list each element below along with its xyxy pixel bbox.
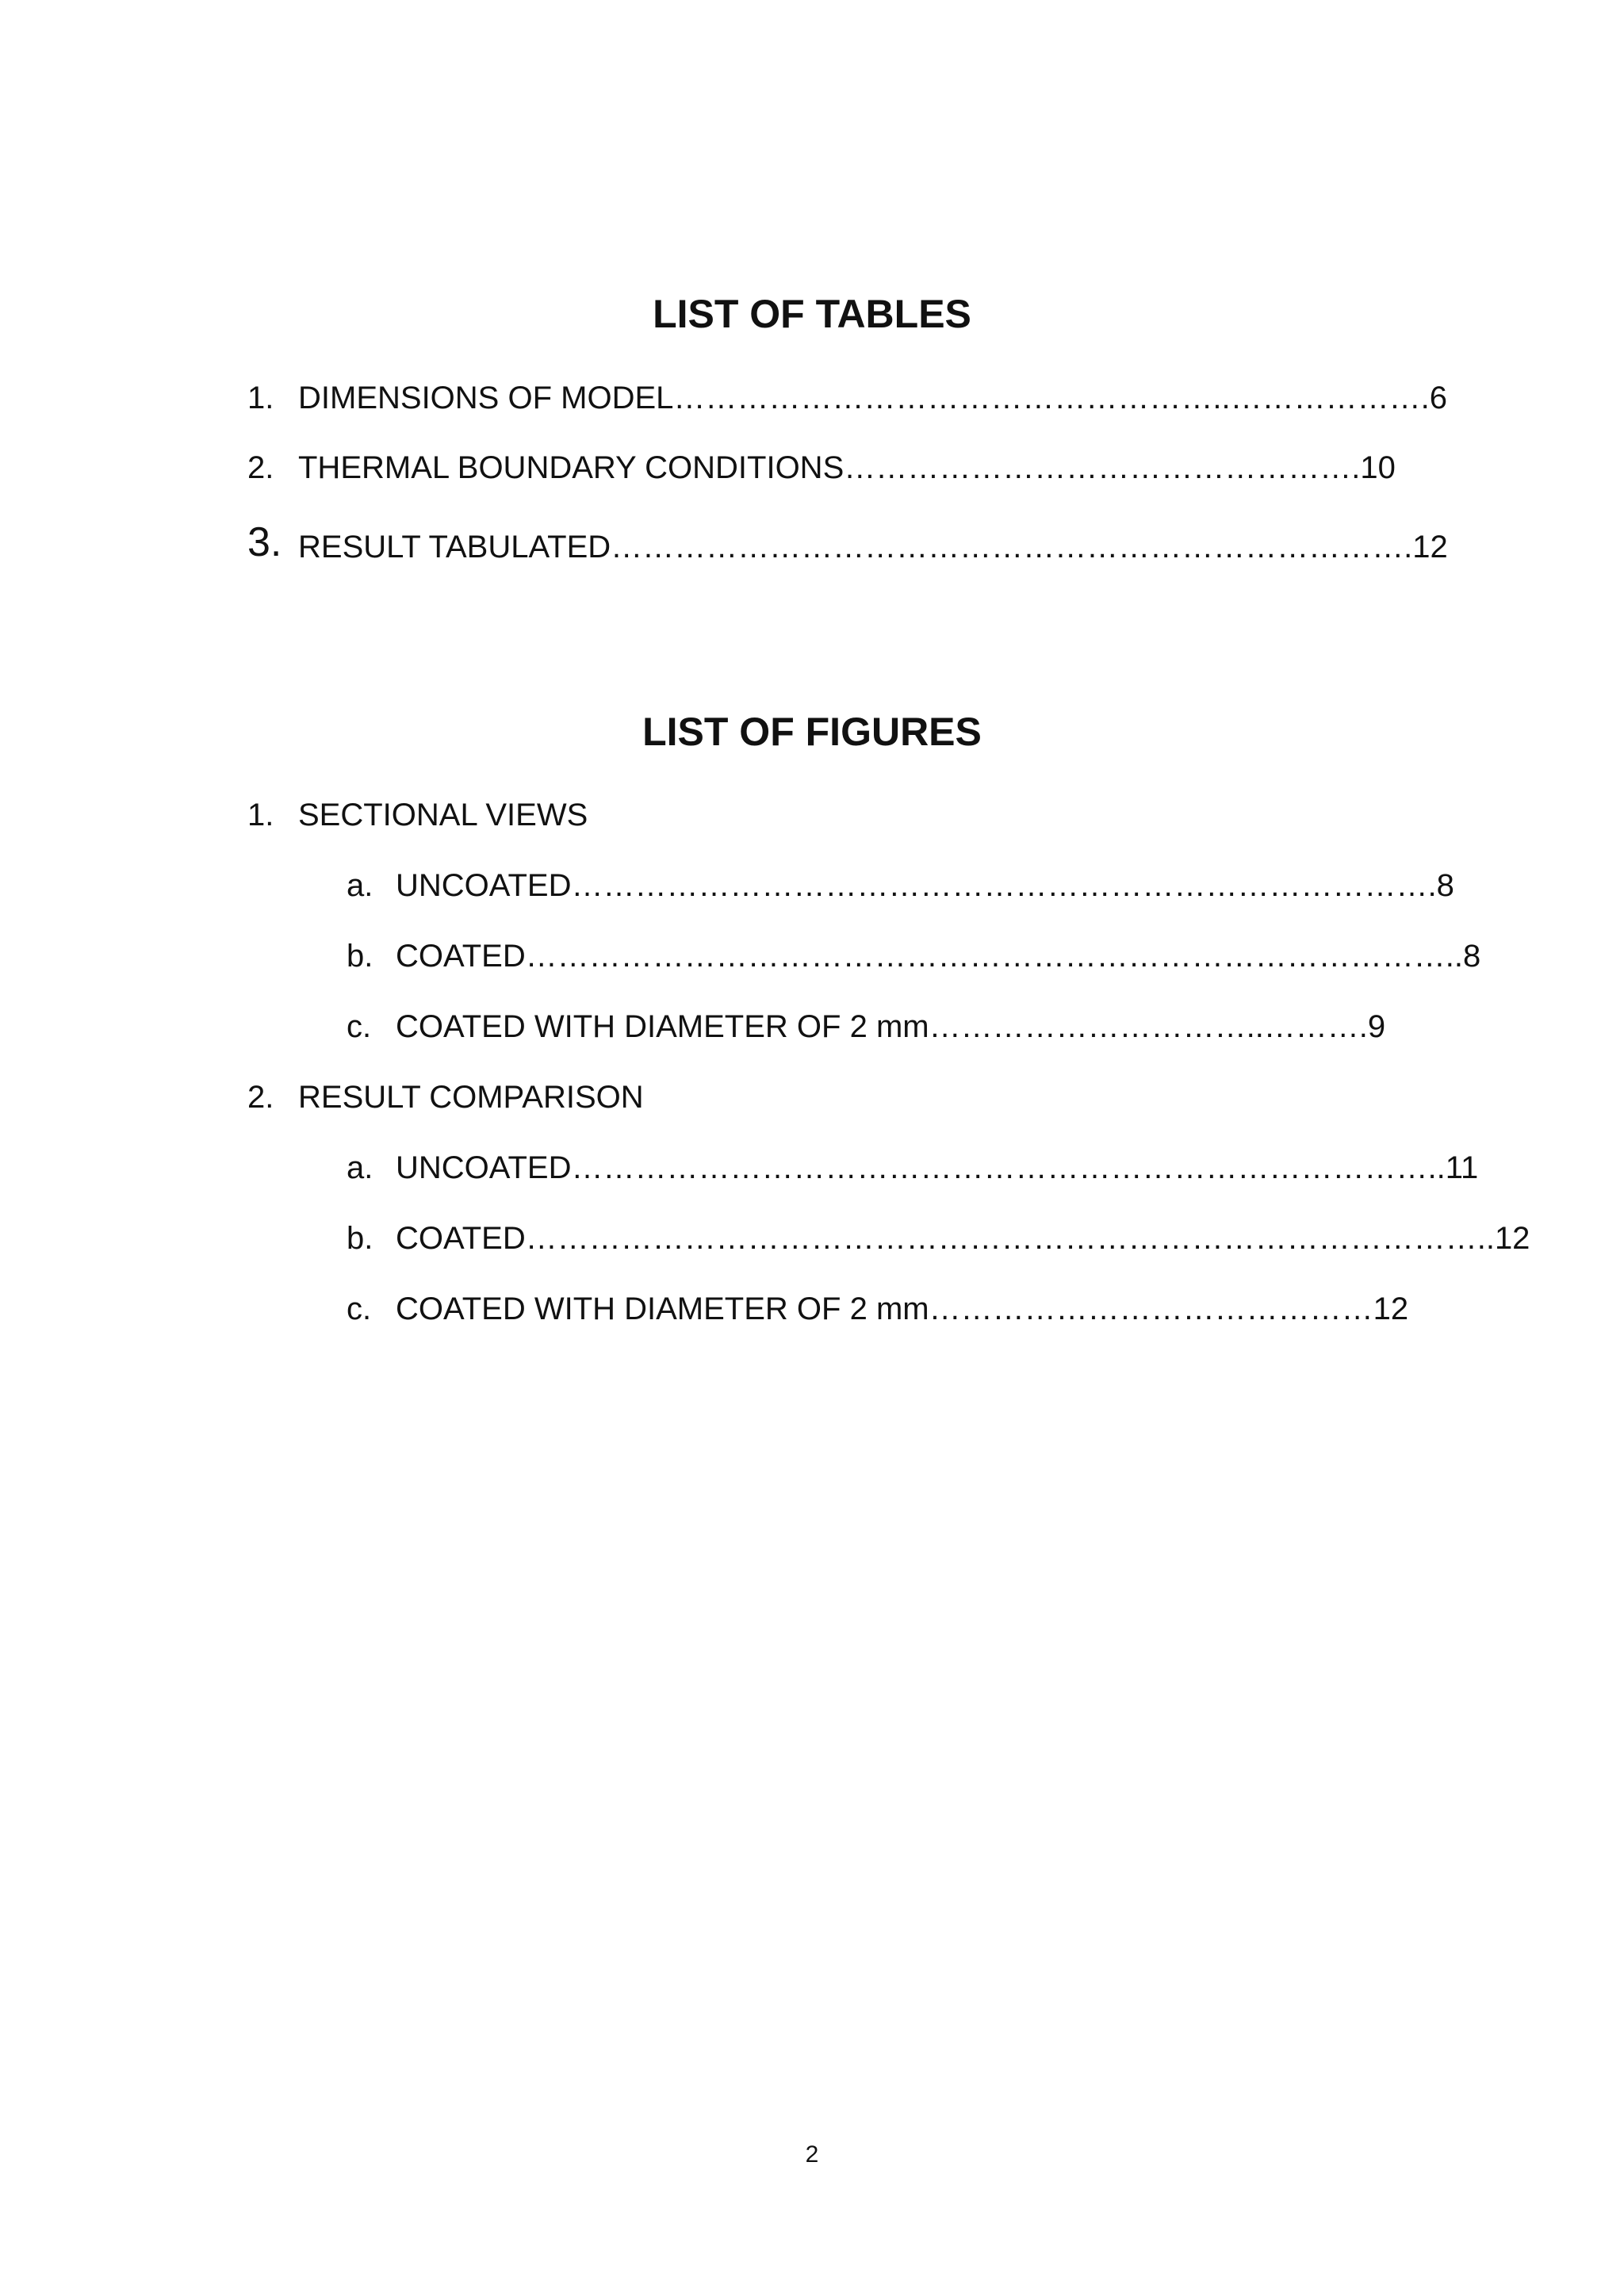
entry-text: RESULT TABULATED………………………………………………………………….12 bbox=[298, 530, 1448, 564]
entry-text: UNCOATED………………………………………………………………………..11 bbox=[396, 1150, 1479, 1185]
page-number: 2 bbox=[805, 2141, 819, 2168]
entry-text: COATED………………………………………………………………………………..12 bbox=[396, 1221, 1530, 1256]
entry-letter: b. bbox=[347, 939, 373, 974]
entry-number: 3. bbox=[247, 519, 282, 565]
entry-text: UNCOATED……………………………………………………………………….8 bbox=[396, 868, 1454, 903]
entry-letter: b. bbox=[347, 1221, 373, 1256]
entry-text: THERMAL BOUNDARY CONDITIONS………………………………………….10 bbox=[298, 450, 1396, 485]
entry-number: 2. bbox=[247, 1080, 274, 1115]
entry-letter: c. bbox=[347, 1009, 372, 1044]
entry-letter: a. bbox=[347, 868, 373, 903]
list-of-tables-heading: LIST OF TABLES bbox=[653, 292, 971, 336]
entry-letter: c. bbox=[347, 1292, 372, 1326]
entry-number: 1. bbox=[247, 381, 274, 415]
entry-text: DIMENSIONS OF MODEL……………………………………………..……………….6 bbox=[298, 381, 1447, 415]
entry-text: RESULT COMPARISON bbox=[298, 1080, 644, 1115]
entry-letter: a. bbox=[347, 1150, 373, 1185]
entry-number: 2. bbox=[247, 450, 274, 485]
entry-text: COATED……………………………………………………………………………..8 bbox=[396, 939, 1481, 974]
list-of-figures-heading: LIST OF FIGURES bbox=[642, 710, 982, 754]
entry-text: COATED WITH DIAMETER OF 2 mm…………………………..……….9 bbox=[396, 1009, 1386, 1044]
entry-number: 1. bbox=[247, 798, 274, 832]
entry-text: SECTIONAL VIEWS bbox=[298, 798, 588, 832]
entry-text: COATED WITH DIAMETER OF 2 mm……………………………………12 bbox=[396, 1292, 1409, 1326]
